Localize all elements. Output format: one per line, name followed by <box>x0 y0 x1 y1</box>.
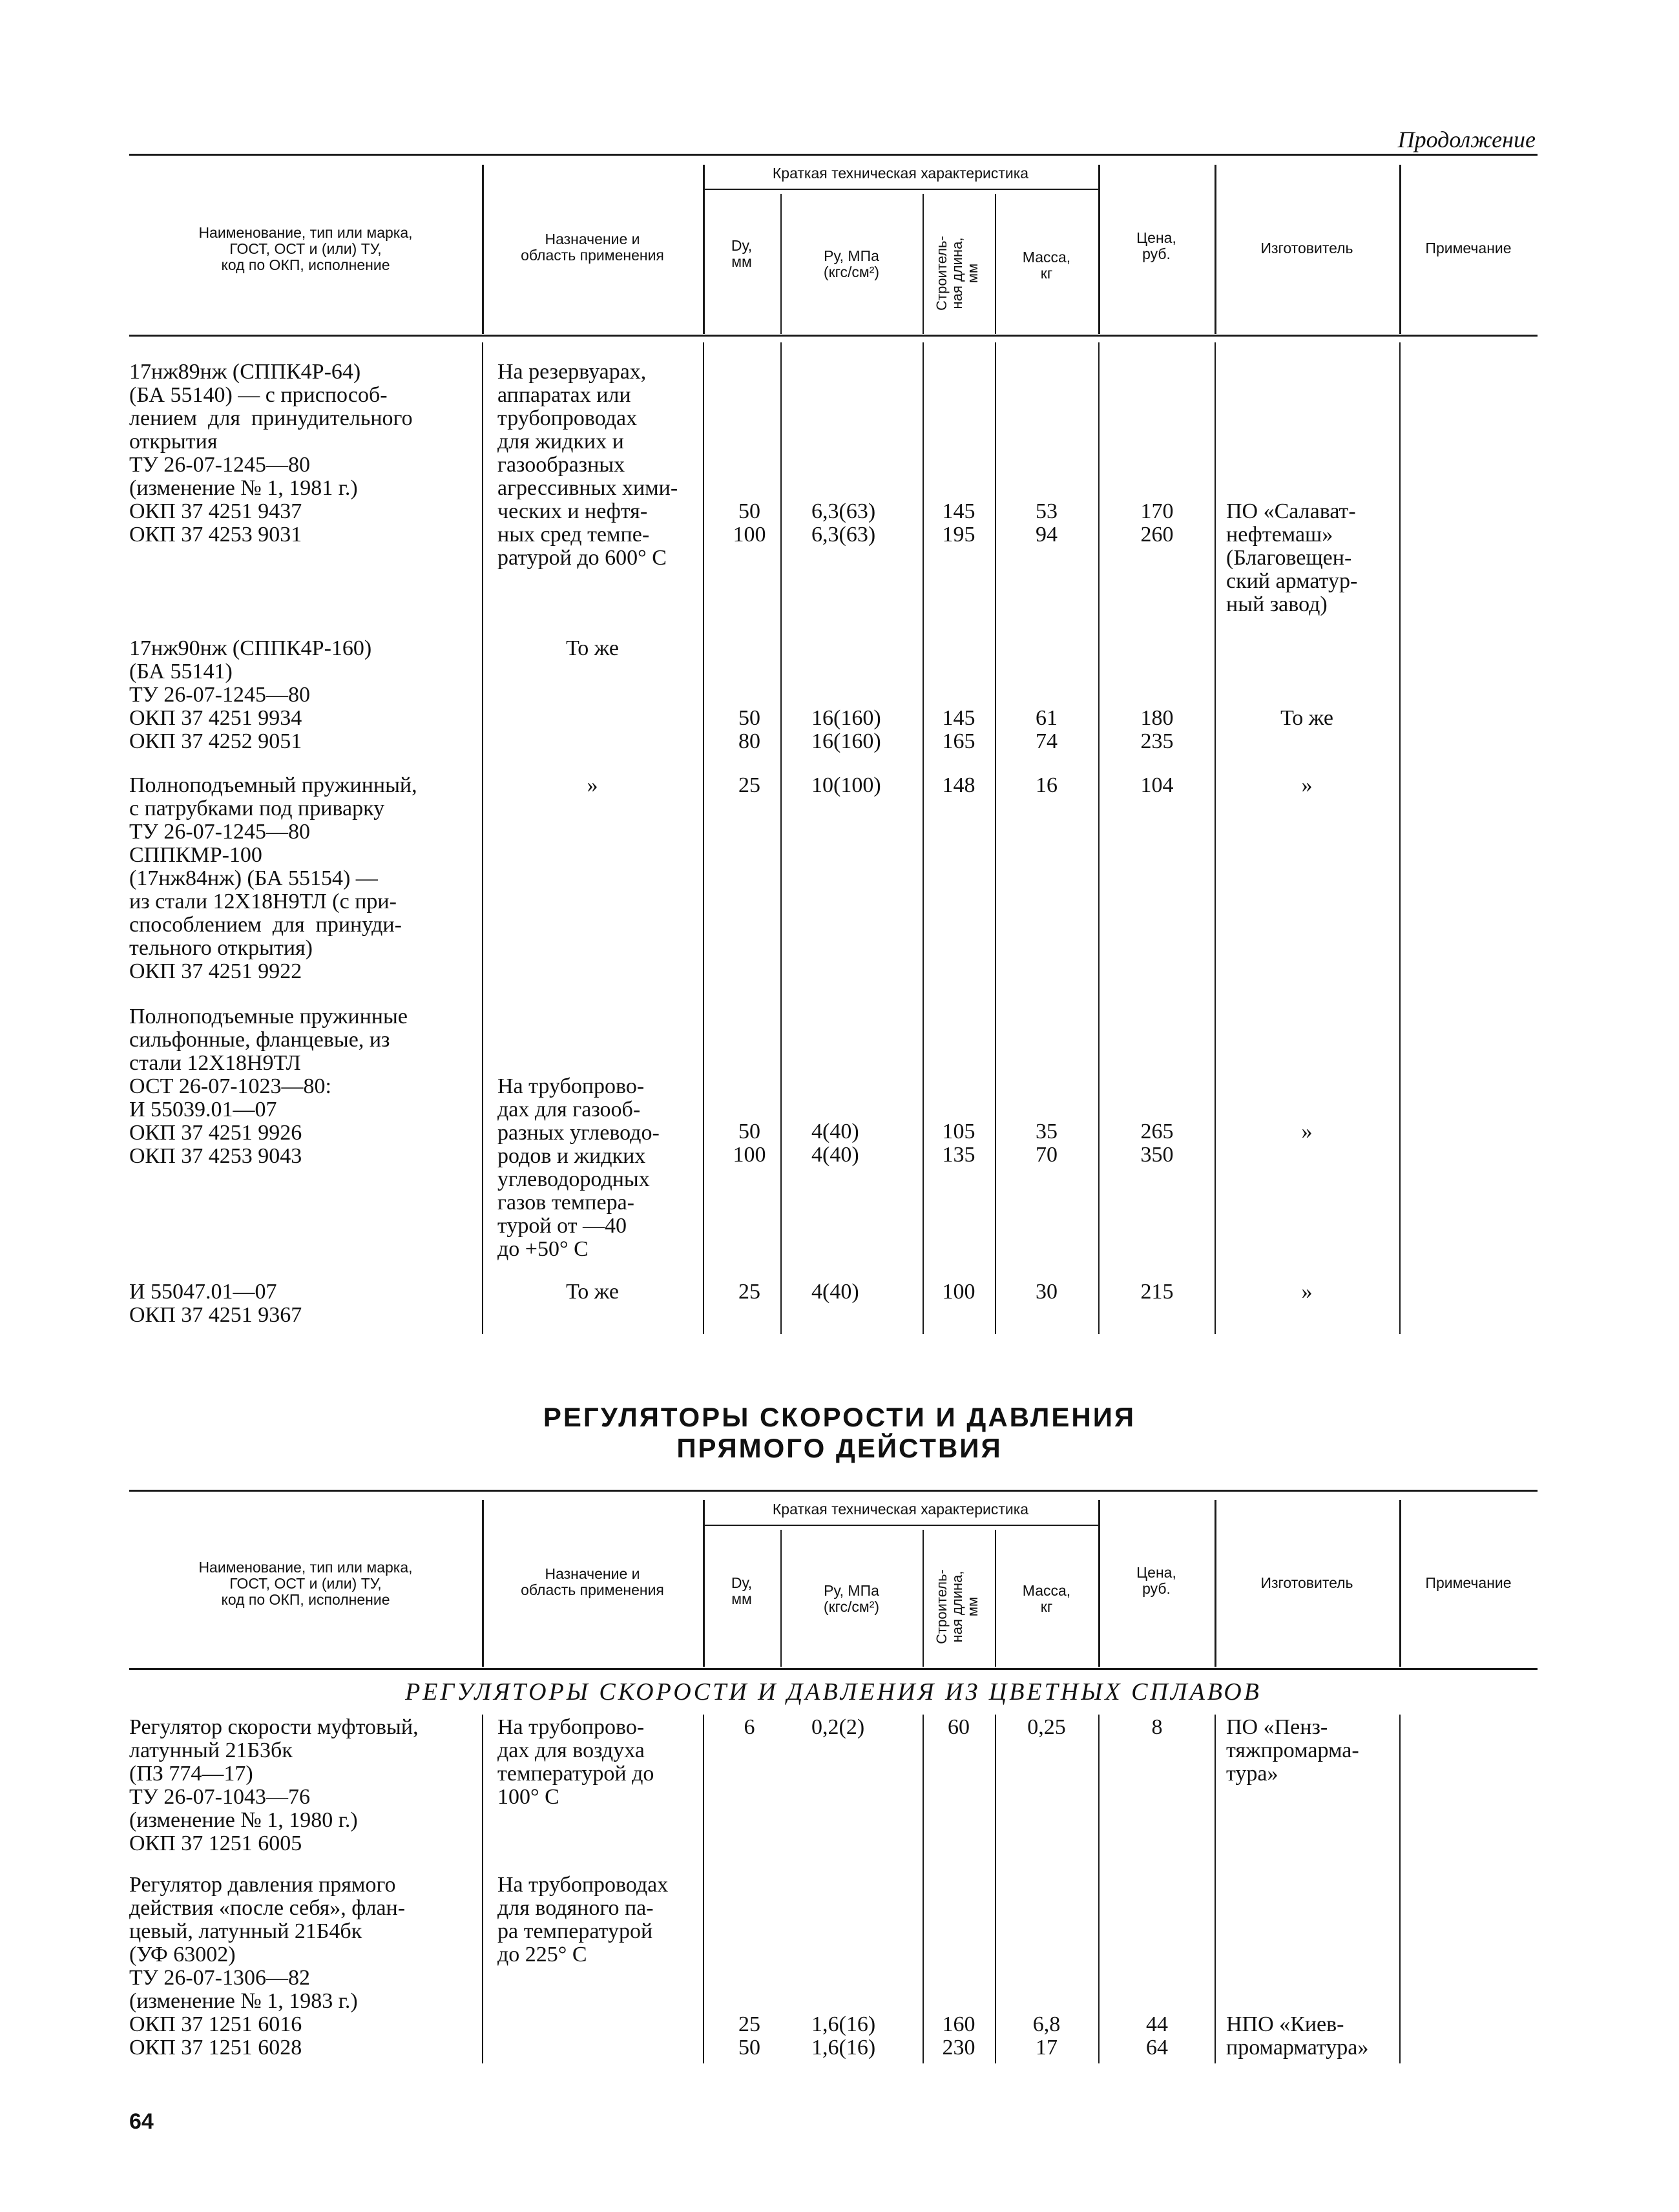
cell-length: 148 <box>942 773 975 797</box>
header-dy: Dу, мм <box>731 1574 753 1607</box>
table-1-vsep <box>1399 342 1401 1334</box>
section-title: РЕГУЛЯТОРЫ СКОРОСТИ И ДАВЛЕНИЯ ПРЯМОГО ДЕЙСТВИЯ <box>543 1402 1136 1463</box>
header-dy: Dу, мм <box>731 237 753 270</box>
table-1-brief-rule <box>703 189 1098 190</box>
cell-py: 4(40) 4(40) <box>811 1120 859 1167</box>
cell-purpose: На резервуарах, аппаратах или трубопроводах для жидких и газообразных агрессивных хими- ческих и нефтя- ных сред темпе- ратурой до 600° С <box>497 360 678 570</box>
table-1-vsep <box>482 342 483 1334</box>
header-maker: Изготовитель <box>1260 1574 1353 1591</box>
cell-mass: 0,25 <box>1027 1715 1066 1739</box>
cell-py: 1,6(16) 1,6(16) <box>811 2012 876 2060</box>
cell-name: Регулятор давления прямого действия «после себя», флан- цевый, латунный 21Б4бк (УФ 63002) ТУ 26-07-1306—82 (изменение № 1, 1983 г.) ОКП 37 1251 6016 ОКП 37 1251 6028 <box>129 1873 406 2060</box>
table-2-header-bottom-rule <box>129 1668 1538 1670</box>
cell-dy: 50 100 <box>733 499 766 547</box>
table-2-vsep <box>1098 1715 1100 2063</box>
cell-dy: 50 100 <box>733 1120 766 1167</box>
cell-dy: 6 <box>744 1715 755 1739</box>
cell-mass: 30 <box>1036 1280 1058 1304</box>
table-1-vsep <box>1098 342 1100 1334</box>
table-1-hsep <box>923 194 924 334</box>
cell-name: 17нж89нж (СППК4Р-64) (БА 55140) — с приспособ- лением для принудительного открытия ТУ 26-07-1245—80 (изменение № 1, 1981 г.) ОКП 37 4251 9437 ОКП 37 4253 9031 <box>129 360 413 547</box>
cell-price: 215 <box>1140 1280 1174 1304</box>
table-2-vsep <box>923 1715 924 2063</box>
cell-maker: » <box>1301 1280 1313 1304</box>
header-brief-characteristic: Краткая техническая характеристика <box>772 1501 1029 1518</box>
table-1-vsep <box>703 342 704 1334</box>
cell-length: 60 <box>948 1715 970 1739</box>
cell-py: 10(100) <box>811 773 881 797</box>
page-number: 64 <box>129 2109 154 2134</box>
table-2-vsep <box>1399 1715 1401 2063</box>
cell-mass: 35 70 <box>1036 1120 1058 1167</box>
cell-price: 104 <box>1140 773 1174 797</box>
cell-purpose: То же <box>566 636 619 660</box>
cell-mass: 16 <box>1036 773 1058 797</box>
cell-maker: ПО «Пенз- тяжпромарма- тура» <box>1226 1715 1359 1786</box>
table-2-hsep <box>923 1530 924 1667</box>
cell-purpose: На трубопрово- дах для воздуха температурой до 100° С <box>497 1715 654 1809</box>
header-purpose: Назначение и область применения <box>521 1565 664 1598</box>
table-2-brief-rule <box>703 1525 1098 1526</box>
header-price: Цена, руб. <box>1136 229 1176 262</box>
header-name: Наименование, тип или марка, ГОСТ, ОСТ и (или) ТУ, код по ОКП, исполнение <box>198 1559 413 1608</box>
cell-name: 17нж90нж (СППК4Р-160) (БА 55141) ТУ 26-07-1245—80 ОКП 37 4251 9934 ОКП 37 4252 9051 <box>129 636 372 753</box>
header-py: Pу, МПа (кгс/см²) <box>823 1582 880 1615</box>
cell-length: 100 <box>942 1280 975 1304</box>
cell-length: 145 165 <box>942 706 975 753</box>
cell-mass: 6,8 17 <box>1032 2012 1061 2060</box>
cell-maker: ПО «Салават- нефтемаш» (Благовещен- ский арматур- ный завод) <box>1226 499 1358 616</box>
cell-dy: 25 50 <box>738 2012 760 2060</box>
cell-name: Полноподъемные пружинные сильфонные, фланцевые, из стали 12Х18Н9ТЛ ОСТ 26-07-1023—80: И 55039.01—07 ОКП 37 4251 9926 ОКП 37 4253 9043 <box>129 1005 408 1168</box>
header-length: Строитель- ная длина, мм <box>933 236 981 311</box>
cell-py: 0,2(2) <box>811 1715 865 1739</box>
header-maker: Изготовитель <box>1260 240 1353 256</box>
cell-py: 16(160) 16(160) <box>811 706 881 753</box>
table-2-vsep <box>703 1715 704 2063</box>
cell-maker: » <box>1301 773 1313 797</box>
cell-maker: То же <box>1280 706 1333 730</box>
table-1-vsep <box>923 342 924 1334</box>
table-2-vsep <box>995 1715 996 2063</box>
cell-price: 180 235 <box>1140 706 1174 753</box>
cell-py: 4(40) <box>811 1280 859 1304</box>
cell-dy: 25 <box>738 773 760 797</box>
header-price: Цена, руб. <box>1136 1564 1176 1597</box>
header-purpose: Назначение и область применения <box>521 231 664 264</box>
cell-purpose: На трубопроводах для водяного па- ра температурой до 225° С <box>497 1873 669 1967</box>
table-1-vsep <box>1215 342 1216 1334</box>
subsection-title: РЕГУЛЯТОРЫ СКОРОСТИ И ДАВЛЕНИЯ ИЗ ЦВЕТНЫХ СПЛАВОВ <box>405 1678 1262 1706</box>
header-mass: Масса, кг <box>1022 1582 1071 1615</box>
cell-dy: 50 80 <box>738 706 760 753</box>
header-length: Строитель- ная длина, мм <box>933 1569 981 1644</box>
header-note: Примечание <box>1425 240 1512 256</box>
cell-name: Полноподъемный пружинный, с патрубками под приварку ТУ 26-07-1245—80 СППКМР-100 (17нж84нж) (БА 55154) — из стали 12Х18Н9ТЛ (с при- способлением для принуди- тельного открытия) ОКП 37 4251 9922 <box>129 773 417 983</box>
cell-maker: » <box>1301 1120 1313 1143</box>
header-note: Примечание <box>1425 1574 1512 1591</box>
cell-price: 170 260 <box>1140 499 1174 547</box>
table-1-vsep <box>780 342 782 1334</box>
cell-py: 6,3(63) 6,3(63) <box>811 499 876 547</box>
cell-length: 160 230 <box>942 2012 975 2060</box>
table-1-header-bottom-rule <box>129 335 1538 337</box>
continued-label: Продолжение <box>1397 127 1536 152</box>
header-py: Pу, МПа (кгс/см²) <box>823 247 880 280</box>
cell-mass: 53 94 <box>1036 499 1058 547</box>
cell-price: 265 350 <box>1140 1120 1174 1167</box>
cell-mass: 61 74 <box>1036 706 1058 753</box>
header-brief-characteristic: Краткая техническая характеристика <box>772 165 1029 182</box>
table-2-vsep <box>1215 1715 1216 2063</box>
cell-purpose: На трубопрово- дах для газооб- разных углеводо- родов и жидких углеводородных газов темпера- турой от —40 до +50° С <box>497 1074 660 1261</box>
table-2-vsep <box>482 1715 483 2063</box>
cell-price: 44 64 <box>1146 2012 1168 2060</box>
cell-name: Регулятор скорости муфтовый, латунный 21Б3бк (ПЗ 774—17) ТУ 26-07-1043—76 (изменение № 1, 1980 г.) ОКП 37 1251 6005 <box>129 1715 419 1855</box>
cell-maker: НПО «Киев- промарматура» <box>1226 2012 1369 2060</box>
cell-length: 145 195 <box>942 499 975 547</box>
cell-purpose: » <box>587 773 598 797</box>
cell-price: 8 <box>1151 1715 1163 1739</box>
cell-length: 105 135 <box>942 1120 975 1167</box>
header-mass: Масса, кг <box>1022 249 1071 282</box>
cell-name: И 55047.01—07 ОКП 37 4251 9367 <box>129 1280 302 1327</box>
header-name: Наименование, тип или марка, ГОСТ, ОСТ и (или) ТУ, код по ОКП, исполнение <box>198 224 413 273</box>
table-1-top-rule <box>129 154 1538 156</box>
cell-purpose: То же <box>566 1280 619 1304</box>
table-2-top-rule <box>129 1490 1538 1492</box>
table-1-vsep <box>995 342 996 1334</box>
cell-dy: 25 <box>738 1280 760 1304</box>
